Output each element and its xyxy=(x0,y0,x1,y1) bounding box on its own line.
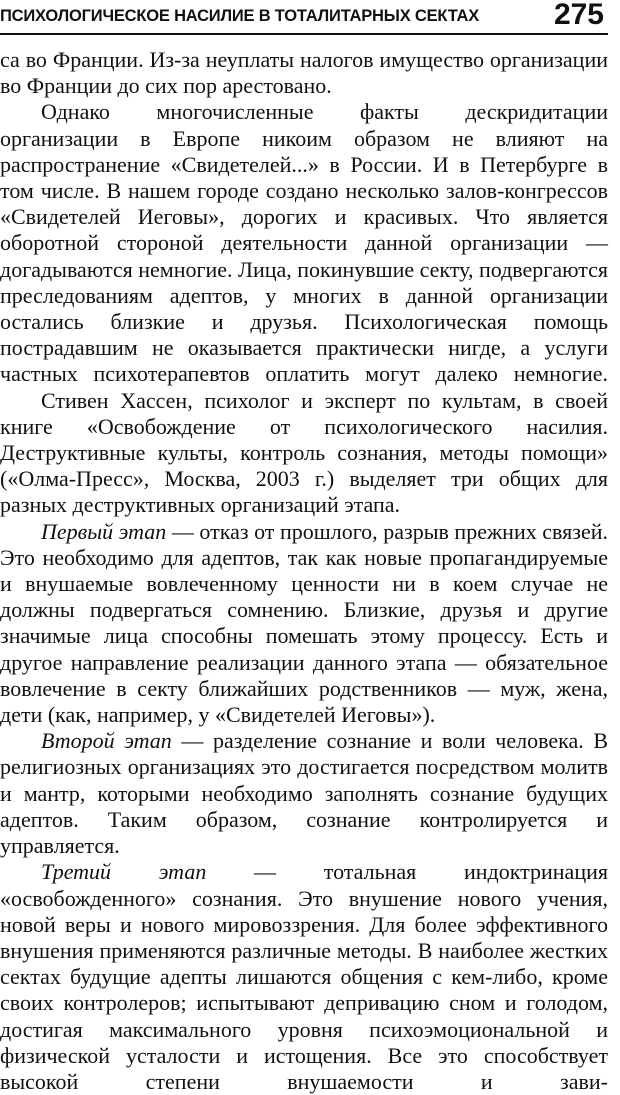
paragraph-text: Однако многочисленные факты дескридитации организации в Европе никоим образом не влияют на распространение «Свидетелей...» в России. И в Петербурге в том числе. В нашем городе создано несколько залов-конгрессов «Свидетелей Иеговы», дорогих и красивых. Что является оборотной стороной деятельности данной организации — догадываются немногие. Лица, покинувшие секту, подвергаются преследованиям адептов, у многих в данной организации остались близкие и друзья. Психологическая помощь пострадавшим не оказывается практически нигде, а услуги частных психотерапевтов оплатить могут далеко немногие. xyxy=(0,99,609,387)
paragraph-lead-italic: Второй этап xyxy=(41,728,172,754)
paragraph-text: Стивен Хассен, психолог и эксперт по культам, в своей книге «Освобождение от психологического насилия. Деструктивные культы, контроль сознания, методы помощи» («Олма-Пресс», Москва, 2003 г.) выделяет три общих для разных деструктивных организаций этапа. xyxy=(0,387,608,518)
paragraph-2 xyxy=(0,99,608,387)
paragraph-text: — разделение сознание и воли человека. В религиозных организациях это достигается посредством молитв и мантр, которыми необходимо заполнять сознание будущих адептов. Таким образом, сознание контролируется и управляется. xyxy=(0,728,608,859)
paragraph-lead-italic: Первый этап xyxy=(41,518,167,544)
paragraph-5 xyxy=(0,728,608,859)
running-head xyxy=(0,0,608,35)
paragraph-4 xyxy=(0,519,608,729)
page-number: 275 xyxy=(553,0,604,31)
running-title: ПСИХОЛОГИЧЕСКОЕ НАСИЛИЕ В ТОТАЛИТАРНЫХ СЕКТАХ xyxy=(0,7,480,25)
paragraph-3 xyxy=(0,388,608,519)
paragraph-text: — отказ от прошлого, разрыв прежних связей. Это необходимо для адептов, так как новые пропагандируемые и внушаемые вовлеченному ценности ни в коем случае не должны подвергаться сомнению. Близкие, друзья и другие значимые лица способны помешать этому процессу. Есть и другое направление реализации данного этапа — обязательное вовлечение в секту ближайших родственников — муж, жена, дети (как, например, у «Свидетелей Иеговы»). xyxy=(0,518,609,728)
paragraph-text: — тотальная индоктринация «освобожденного» сознания. Это внушение нового учения, новой веры и нового мировоззрения. Для более эффективного внушения применяются различные методы. В наиболее жестких сектах будущие адепты лишаются общения с кем-либо, кроме своих контролеров; испытывают депривацию сном и голодом, достигая максимального уровня психоэмоциональной и физической усталости и истощения. Все это способствует высокой степени внушаемости и зави- xyxy=(0,859,608,1094)
paragraph-lead-italic: Третий этап xyxy=(41,859,207,885)
paragraph-1 xyxy=(0,47,608,99)
paragraph-text: са во Франции. Из-за неуплаты налогов имущество организации во Франции до сих пор арестовано. xyxy=(0,47,608,99)
paragraph-6 xyxy=(0,859,608,1095)
body-text xyxy=(0,47,608,1095)
